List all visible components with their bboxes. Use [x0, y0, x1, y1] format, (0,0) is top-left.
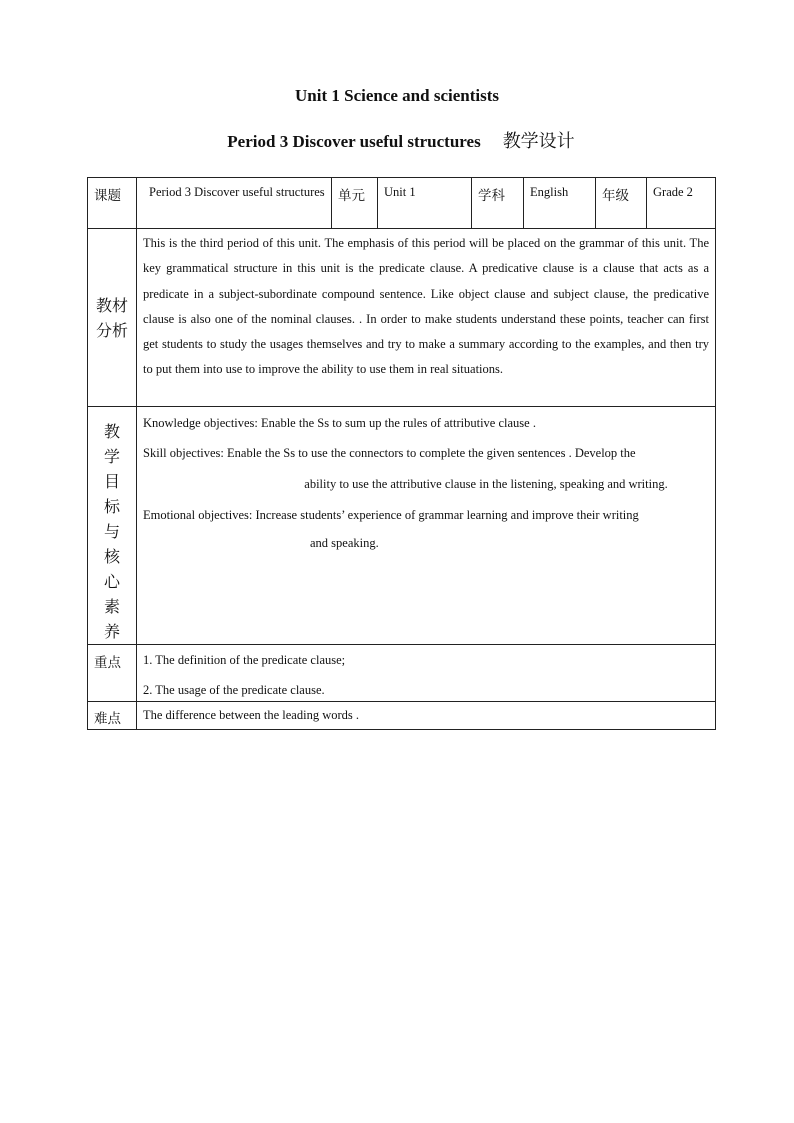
objectives-row [88, 407, 716, 645]
objectives-label: 教 学 目 标 与 核 心 素 养 [88, 407, 137, 645]
key-point-1: 1. The definition of the predicate clause; [143, 653, 346, 667]
knowledge-objective: Knowledge objectives: Enable the Ss to sum up the rules of attributive clause . [143, 416, 536, 430]
skill-objective-line2: ability to use the attributive clause in the listening, speaking and writing. [304, 477, 668, 491]
key-points-text [137, 645, 716, 702]
unit-label: 单元 [332, 178, 378, 229]
analysis-text: This is the third period of this unit. The emphasis of this period will be placed on the grammar of this unit. The key grammatical structure in this unit is the predicate clause. A predicative clause is a clause that acts as a predicate in a subject-subordinate compound sentence. Like object clause and subject clause, the predicative clause is also one of the nominal clauses. . In order to make students understand these points, teacher can first get students to study the usages themselves and try to make a summary according to the examples, and then try to put them into use to improve the ability to use them in real situations. [137, 229, 716, 407]
emotional-objective-line2: and speaking. [310, 536, 379, 550]
difficult-points-row [88, 702, 716, 730]
skill-objective-line1: Skill objectives: Enable the Ss to use the connectors to complete the given sentences . Develop the [143, 446, 636, 460]
subject-label: 学科 [472, 178, 524, 229]
difficult-points-text: The difference between the leading words . [137, 702, 716, 730]
objectives-text [137, 407, 716, 645]
grade-value: Grade 2 [647, 178, 716, 229]
key-point-2: 2. The usage of the predicate clause. [143, 683, 325, 697]
topic-label: 课题 [88, 178, 137, 229]
emotional-objective-line1: Emotional objectives: Increase students’ experience of grammar learning and improve their writing [143, 508, 639, 522]
subject-value: English [524, 178, 596, 229]
info-row [88, 178, 716, 229]
lesson-plan-table [87, 177, 716, 730]
key-points-row [88, 645, 716, 702]
subtitle-cn: 教学设计 [502, 131, 575, 152]
analysis-row [88, 229, 716, 407]
document-subtitle [0, 127, 794, 153]
subtitle-en: Period 3 Discover useful structures [227, 132, 481, 151]
difficult-points-label: 难点 [88, 702, 137, 730]
topic-value: Period 3 Discover useful structures [137, 178, 332, 229]
key-points-label: 重点 [88, 645, 137, 702]
analysis-label: 教材 分析 [88, 229, 137, 407]
unit-value: Unit 1 [378, 178, 472, 229]
document-title: Unit 1 Science and scientists [295, 86, 499, 105]
grade-label: 年级 [596, 178, 647, 229]
